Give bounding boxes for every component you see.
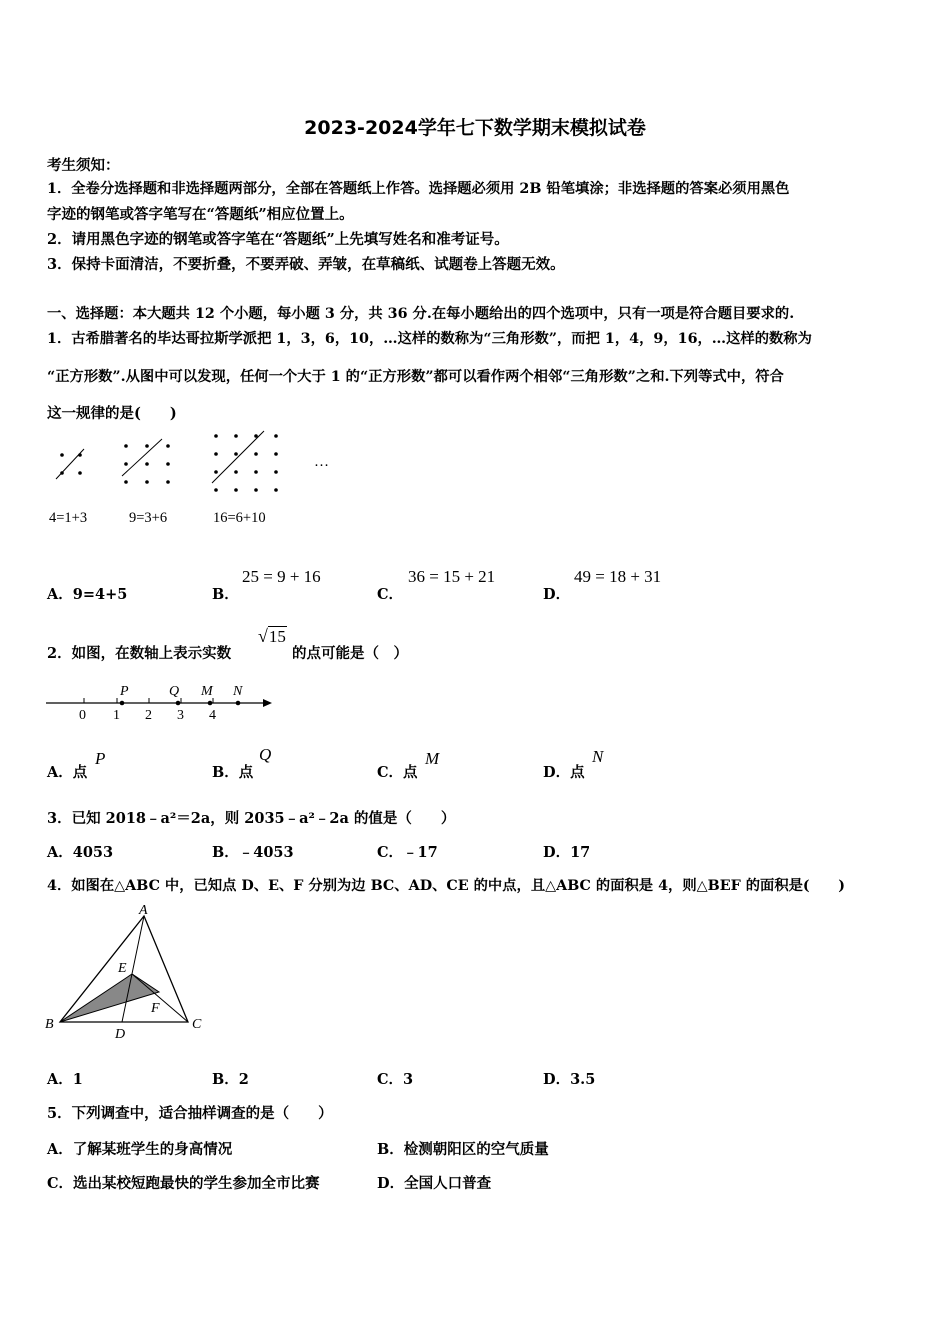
notice-line-1b: 字迹的钢笔或答字笔写在“答题纸”相应位置上。	[47, 206, 354, 223]
dot-pattern-9	[122, 439, 170, 484]
q3-option-b: B．﹣4053	[212, 844, 294, 861]
q1-line-2: “正方形数”.从图中可以发现，任何一个大于 1 的“正方形数”都可以看作两个相邻“三角形数”之和.下列等式中，符合	[47, 369, 784, 385]
q1-fig-label-1: 4=1+3	[49, 510, 88, 526]
q3-option-d: D．17	[543, 844, 591, 861]
notice-line-1a: 1．全卷分选择题和非选择题两部分，全部在答题纸上作答。选择题必须用 2B 铅笔填涂；非选择题的答案必须用黑色	[47, 181, 790, 197]
tick-label-4: 4	[209, 708, 216, 723]
q1-option-d-expr: 49 = 18 + 31	[574, 567, 662, 586]
q2-option-a: A．点	[47, 764, 88, 781]
q4-option-c: C．3	[377, 1071, 414, 1088]
q5-text: 5．下列调查中，适合抽样调查的是（ ）	[47, 1105, 333, 1122]
q1-option-b-expr: 25 = 9 + 16	[242, 567, 321, 586]
point-label-q: Q	[169, 684, 180, 699]
q2-option-d: D．点	[543, 764, 585, 781]
q1-option-c-expr: 36 = 15 + 21	[408, 567, 496, 586]
q2-sqrt: √15	[258, 626, 286, 646]
q1-line-3: 这一规律的是( )	[47, 405, 177, 422]
q1-fig-label-2: 9=3+6	[129, 510, 168, 526]
q2-text-a: 2．如图，在数轴上表示实数	[47, 645, 232, 662]
q2-text-b: 的点可能是（ ）	[292, 645, 408, 662]
q5-option-b: B．检测朝阳区的空气质量	[377, 1141, 549, 1158]
section-heading: 一、选择题：本大题共 12 个小题，每小题 3 分，共 36 分.在每小题给出的四个选项中，只有一项是符合题目要求的.	[47, 306, 795, 322]
q1-line-1: 1．古希腊著名的毕达哥拉斯学派把 1，3，6，10，…这样的数称为“三角形数”，而把 1，4，9，16，…这样的数称为	[47, 331, 812, 347]
q3-option-a: A．4053	[47, 844, 114, 861]
dot-pattern-4	[56, 449, 84, 479]
tick-label-2: 2	[145, 708, 152, 723]
vertex-label-c: C	[192, 1017, 202, 1032]
point-label-n: N	[233, 684, 243, 699]
q4-option-b: B．2	[212, 1071, 249, 1088]
q2-option-d-point: N	[592, 747, 604, 766]
point-label-d: D	[115, 1027, 126, 1042]
q4-option-d: D．3.5	[543, 1071, 596, 1088]
point-label-p: P	[120, 684, 129, 699]
q3-option-c: C．﹣17	[377, 844, 438, 861]
point-label-m: M	[201, 684, 213, 699]
q2-option-c: C．点	[377, 764, 418, 781]
q2-option-c-point: M	[425, 749, 440, 768]
q2-option-b-point: Q	[259, 745, 272, 764]
tick-label-1: 1	[113, 708, 120, 723]
dot-pattern-16	[212, 431, 278, 492]
triangle-figure	[40, 900, 220, 1045]
q5-option-d: D．全国人口普查	[377, 1175, 492, 1192]
q1-option-c-label: C．	[377, 586, 404, 603]
q1-option-a: A．9=4+5	[47, 586, 128, 603]
tick-label-3: 3	[177, 708, 184, 723]
notice-line-2: 2．请用黑色字迹的钢笔或答字笔在“答题纸”上先填写姓名和准考证号。	[47, 231, 509, 248]
number-line-figure	[40, 678, 280, 724]
q1-fig-label-3: 16=6+10	[213, 510, 266, 526]
notice-heading: 考生须知：	[47, 157, 120, 174]
point-label-f: F	[151, 1001, 160, 1016]
vertex-label-a: A	[139, 903, 148, 918]
q4-text: 4．如图在△ABC 中，已知点 D、E、F 分别为边 BC、AD、CE 的中点，且△ABC 的面积是 4，则△BEF 的面积是( )	[47, 878, 846, 894]
q5-option-a: A．了解某班学生的身高情况	[47, 1141, 233, 1158]
q2-option-b: B．点	[212, 764, 254, 781]
vertex-label-b: B	[45, 1017, 54, 1032]
notice-line-3: 3．保持卡面清洁，不要折叠，不要弄破、弄皱，在草稿纸、试题卷上答题无效。	[47, 256, 565, 273]
q2-option-a-point: P	[95, 749, 106, 768]
point-label-e: E	[118, 961, 127, 976]
q2-radicand: 15	[268, 627, 286, 646]
q4-option-a: A．1	[47, 1071, 83, 1088]
tick-label-0: 0	[79, 708, 86, 723]
q1-option-b-label: B．	[212, 586, 239, 603]
q1-option-d-label: D．	[543, 586, 571, 603]
page-title: 2023-2024学年七下数学期末模拟试卷	[304, 117, 646, 139]
q1-ellipsis: …	[314, 454, 329, 470]
q1-dot-figure	[40, 425, 340, 535]
q5-option-c: C．选出某校短跑最快的学生参加全市比赛	[47, 1175, 320, 1192]
q3-text: 3．已知 2018﹣a²＝2a，则 2035﹣a²﹣2a 的值是（ ）	[47, 810, 456, 827]
